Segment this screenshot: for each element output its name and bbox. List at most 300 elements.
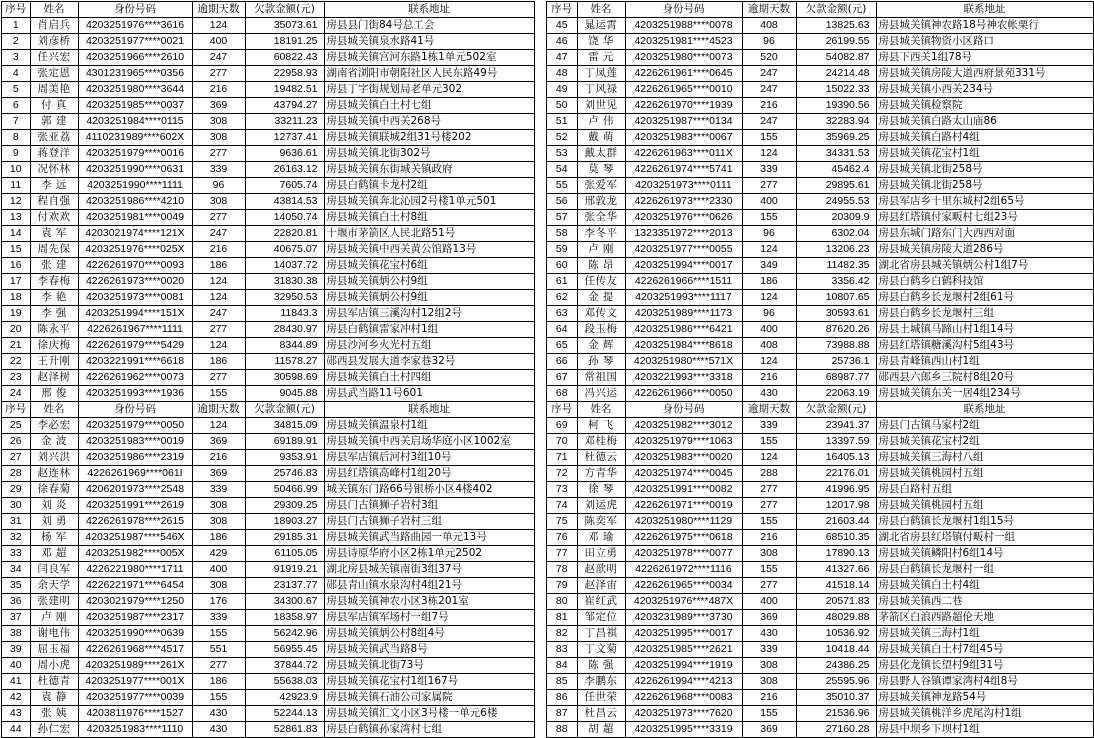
overdue-days: 176 (192, 594, 245, 610)
overdue-days: 308 (742, 658, 796, 674)
debt-amount: 68987.77 (796, 370, 876, 386)
debt-amount: 87620.26 (796, 322, 876, 338)
id-number: 4203251983****0020 (625, 450, 742, 466)
table-row (547, 722, 1093, 738)
row-index: 19 (2, 306, 30, 322)
overdue-days: 408 (742, 338, 796, 354)
table-row (2, 562, 534, 578)
table-row (2, 50, 534, 66)
row-index: 81 (547, 610, 577, 626)
debtor-name: 田立勇 (577, 546, 625, 562)
overdue-days: 339 (742, 162, 796, 178)
table-row (547, 162, 1093, 178)
debtor-name: 丁文菊 (577, 642, 625, 658)
table-row (547, 178, 1093, 194)
table-row (547, 386, 1093, 402)
table-row (547, 690, 1093, 706)
debtor-name: 袁 静 (30, 690, 78, 706)
id-number: 4203251976****025X (78, 242, 192, 258)
contact-address: 房县城关镇中西关黄公馆路13号 (324, 242, 534, 258)
overdue-days: 155 (192, 626, 245, 642)
right-debtor-table (547, 2, 1094, 738)
row-index: 42 (2, 690, 30, 706)
table-row (2, 626, 534, 642)
row-index: 39 (2, 642, 30, 658)
debt-amount: 30593.61 (796, 306, 876, 322)
contact-address: 房县白鹤乡白鹤科技馆 (876, 274, 1093, 290)
contact-address: 湖南省浏阳市朝阳社区人民东路49号 (324, 66, 534, 82)
overdue-days: 308 (192, 114, 245, 130)
overdue-days: 124 (192, 290, 245, 306)
row-index: 80 (547, 594, 577, 610)
row-index: 10 (2, 162, 30, 178)
row-index: 40 (2, 658, 30, 674)
row-index: 73 (547, 482, 577, 498)
debtor-name: 李必宏 (30, 418, 78, 434)
contact-address: 房县县门街84号总工会 (324, 18, 534, 34)
table-row (547, 306, 1093, 322)
table-row (2, 610, 534, 626)
debtor-name: 屈玉福 (30, 642, 78, 658)
debt-amount: 21603.44 (796, 514, 876, 530)
header-id-number: 身份号码 (625, 2, 742, 18)
row-index: 64 (547, 322, 577, 338)
table-row (2, 594, 534, 610)
table-row (2, 690, 534, 706)
debtor-name: 郭 建 (30, 114, 78, 130)
debtor-name: 赵歆明 (577, 562, 625, 578)
debt-amount: 9636.61 (245, 146, 324, 162)
contact-address: 房县城关镇神农小区3栋201室 (324, 594, 534, 610)
debtor-name: 金 提 (577, 290, 625, 306)
table-row (547, 258, 1093, 274)
header-amount: 欠款金额(元) (245, 2, 324, 18)
table-row (547, 562, 1093, 578)
debt-amount: 48029.88 (796, 610, 876, 626)
row-index: 51 (547, 114, 577, 130)
row-index: 62 (547, 290, 577, 306)
overdue-days: 339 (742, 418, 796, 434)
row-index: 79 (547, 578, 577, 594)
contact-address: 房县城关镇桃洋乡虎尾沟村1组 (876, 706, 1093, 722)
contact-address: 房县城关镇东关一居4组234号 (876, 386, 1093, 402)
table-row (2, 658, 534, 674)
row-index: 34 (2, 562, 30, 578)
contact-address: 房县军店乡十里东城村2组65号 (876, 194, 1093, 210)
overdue-days: 186 (192, 674, 245, 690)
id-number: 4203251979****0050 (78, 418, 192, 434)
contact-address: 房县城关镇物资小区路口 (876, 34, 1093, 50)
debtor-name: 卢 刚 (30, 610, 78, 626)
contact-address: 房县城关镇中西关268号 (324, 114, 534, 130)
overdue-days: 520 (742, 50, 796, 66)
id-number: 4203251973****7620 (625, 706, 742, 722)
table-row (547, 674, 1093, 690)
overdue-days: 155 (742, 562, 796, 578)
id-number: 4203251981****0049 (78, 210, 192, 226)
contact-address: 房县城关镇石油公司家属院 (324, 690, 534, 706)
debtor-name: 崔红武 (577, 594, 625, 610)
row-index: 59 (547, 242, 577, 258)
overdue-days: 277 (192, 146, 245, 162)
debtor-name: 孙仁宏 (30, 722, 78, 738)
id-number: 4203251980****0073 (625, 50, 742, 66)
table-row (2, 418, 534, 434)
id-number: 4226261970****1939 (625, 98, 742, 114)
id-number: 4203251986****2319 (78, 450, 192, 466)
id-number: 4203251985****0037 (78, 98, 192, 114)
table-row (547, 66, 1093, 82)
id-number: 4203251991****0082 (625, 482, 742, 498)
table-row (547, 610, 1093, 626)
row-index: 63 (547, 306, 577, 322)
right-table (546, 1, 1094, 738)
table-row (2, 210, 534, 226)
contact-address: 房县城关镇小西关234号 (876, 82, 1093, 98)
row-index: 82 (547, 626, 577, 642)
id-number: 4301231965****0356 (78, 66, 192, 82)
table-row (547, 482, 1093, 498)
overdue-days: 349 (742, 258, 796, 274)
table-row (547, 642, 1093, 658)
table-row (2, 130, 534, 146)
debt-amount: 27160.28 (796, 722, 876, 738)
table-row (2, 466, 534, 482)
row-index: 35 (2, 578, 30, 594)
overdue-days: 408 (742, 18, 796, 34)
overdue-days: 277 (742, 578, 796, 594)
debt-amount: 41518.14 (796, 578, 876, 594)
row-index: 3 (2, 50, 30, 66)
debt-amount: 8344.89 (245, 338, 324, 354)
contact-address: 房县城关镇鳞阳村6组14号 (876, 546, 1093, 562)
header-overdue-days: 逾期天数 (192, 2, 245, 18)
overdue-days: 124 (742, 290, 796, 306)
debtor-name: 周先保 (30, 242, 78, 258)
debtor-name: 刘 勇 (30, 514, 78, 530)
debt-amount: 10536.92 (796, 626, 876, 642)
overdue-days: 430 (742, 626, 796, 642)
id-number: 4203251987****2317 (78, 610, 192, 626)
row-index: 48 (547, 66, 577, 82)
debt-amount: 23941.37 (796, 418, 876, 434)
overdue-days: 155 (192, 386, 245, 402)
id-number: 4203251981****4523 (625, 34, 742, 50)
id-number: 4226261971****0019 (625, 498, 742, 514)
debtor-name: 余天学 (30, 578, 78, 594)
debtor-name: 王升刚 (30, 354, 78, 370)
contact-address: 房县武当路11号601 (324, 386, 534, 402)
debtor-name: 徐 琴 (577, 482, 625, 498)
row-index: 66 (547, 354, 577, 370)
table-row (2, 290, 534, 306)
debt-amount: 11482.35 (796, 258, 876, 274)
row-index: 5 (2, 82, 30, 98)
table-row (547, 546, 1093, 562)
row-index: 84 (547, 658, 577, 674)
repeated-header-cell: 序号 (547, 402, 577, 418)
debt-amount: 34300.67 (245, 594, 324, 610)
overdue-days: 339 (742, 642, 796, 658)
debtor-name: 柯 飞 (577, 418, 625, 434)
contact-address: 茅箭区白浪西路超伦天地 (876, 610, 1093, 626)
debt-amount: 43814.53 (245, 194, 324, 210)
table-row (2, 226, 534, 242)
row-index: 46 (547, 34, 577, 50)
row-index: 22 (2, 354, 30, 370)
repeated-header-cell: 欠款金额(元) (245, 402, 324, 418)
debtor-name: 张 姨 (30, 706, 78, 722)
contact-address: 房县城关镇汇文小区3号楼一单元6楼 (324, 706, 534, 722)
header-address: 联系地址 (324, 2, 534, 18)
row-index: 75 (547, 514, 577, 530)
table-row (547, 242, 1093, 258)
id-number: 4203251984****0115 (78, 114, 192, 130)
row-index: 27 (2, 450, 30, 466)
contact-address: 湖北房县城关镇南街3组37号 (324, 562, 534, 578)
debt-amount: 35969.25 (796, 130, 876, 146)
debtor-name: 常祖国 (577, 370, 625, 386)
overdue-days: 124 (742, 242, 796, 258)
id-number: 4226261973****0020 (78, 274, 192, 290)
debtor-name: 段玉梅 (577, 322, 625, 338)
contact-address: 郧西县发展大道李家巷32号 (324, 354, 534, 370)
repeated-header-cell: 联系地址 (324, 402, 534, 418)
table-row (2, 98, 534, 114)
overdue-days: 277 (192, 658, 245, 674)
repeated-header-cell: 联系地址 (876, 402, 1093, 418)
id-number: 4203251979****1063 (625, 434, 742, 450)
overdue-days: 124 (192, 274, 245, 290)
debt-amount: 35073.61 (245, 18, 324, 34)
debtor-name: 张亚荔 (30, 130, 78, 146)
overdue-days: 186 (192, 354, 245, 370)
contact-address: 房县门古镇狮子岩村三组 (324, 514, 534, 530)
table-row (2, 114, 534, 130)
row-index: 43 (2, 706, 30, 722)
row-index: 69 (547, 418, 577, 434)
debtor-name: 刘彦桥 (30, 34, 78, 50)
repeated-header-cell: 身份号码 (625, 402, 742, 418)
contact-address: 房县下西关1组78号 (876, 50, 1093, 66)
debtor-name: 卢 伟 (577, 114, 625, 130)
overdue-days: 186 (742, 274, 796, 290)
id-number: 4203251993****1117 (625, 290, 742, 306)
debtor-name: 杨 军 (30, 530, 78, 546)
debtor-name: 刘运虎 (577, 498, 625, 514)
contact-address: 房县城关镇白土村4组 (876, 578, 1093, 594)
debtor-name: 肖启兵 (30, 18, 78, 34)
row-index: 17 (2, 274, 30, 290)
debt-amount: 22063.19 (796, 386, 876, 402)
header-address: 联系地址 (876, 2, 1093, 18)
row-index: 67 (547, 370, 577, 386)
contact-address: 房县城关镇桃园村五组 (876, 498, 1093, 514)
id-number: 4226261979****5429 (78, 338, 192, 354)
contact-address: 湖北省房县城关镇炳公村1组7号 (876, 258, 1093, 274)
contact-address: 房县白鹤镇雷家冲村1组 (324, 322, 534, 338)
table-row (2, 722, 534, 738)
debtor-name: 陈 昂 (577, 258, 625, 274)
table-row (547, 466, 1093, 482)
id-number: 4203251986****4210 (78, 194, 192, 210)
overdue-days: 369 (742, 610, 796, 626)
row-index: 65 (547, 338, 577, 354)
table-row (547, 322, 1093, 338)
overdue-days: 155 (742, 706, 796, 722)
debtor-name: 周美艳 (30, 82, 78, 98)
debt-amount: 10418.44 (796, 642, 876, 658)
overdue-days: 277 (192, 66, 245, 82)
id-number: 4203251983****1110 (78, 722, 192, 738)
row-index: 1 (2, 18, 30, 34)
table-row (2, 34, 534, 50)
debtor-name: 杜德云 (577, 450, 625, 466)
header-name: 姓名 (577, 2, 625, 18)
header-index: 序号 (2, 2, 30, 18)
debtor-name: 戴 萌 (577, 130, 625, 146)
left-debtor-table (2, 2, 535, 738)
contact-address: 房县城关镇白土村七组 (324, 98, 534, 114)
contact-address: 房县白鹤镇卡龙村2组 (324, 178, 534, 194)
contact-address: 房县城关镇白土村四组 (324, 370, 534, 386)
debt-amount: 54082.87 (796, 50, 876, 66)
row-index: 13 (2, 210, 30, 226)
debt-amount: 19390.56 (796, 98, 876, 114)
debt-amount: 18903.27 (245, 514, 324, 530)
overdue-days: 400 (192, 562, 245, 578)
id-number: 4226261967****1111 (78, 322, 192, 338)
overdue-days: 277 (192, 370, 245, 386)
debtor-name: 赵连林 (30, 466, 78, 482)
row-index: 4 (2, 66, 30, 82)
debt-amount: 42923.9 (245, 690, 324, 706)
overdue-days: 124 (192, 418, 245, 434)
id-number: 4203251978****0077 (625, 546, 742, 562)
row-index: 60 (547, 258, 577, 274)
row-index: 9 (2, 146, 30, 162)
contact-address: 房县化龙镇长望村9组31号 (876, 658, 1093, 674)
repeated-header-cell: 姓名 (30, 402, 78, 418)
id-number: 4203251985****2621 (625, 642, 742, 658)
table-row (547, 338, 1093, 354)
table-row (547, 354, 1093, 370)
debtor-name: 徐庆梅 (30, 338, 78, 354)
table-row (2, 306, 534, 322)
row-index: 30 (2, 498, 30, 514)
id-number: 4206201973****2548 (78, 482, 192, 498)
repeated-header-cell: 欠款金额(元) (796, 402, 876, 418)
overdue-days: 186 (192, 530, 245, 546)
table-row (547, 146, 1093, 162)
row-index: 28 (2, 466, 30, 482)
debt-amount: 25746.83 (245, 466, 324, 482)
debt-amount: 16405.13 (796, 450, 876, 466)
debtor-name: 邓传文 (577, 306, 625, 322)
table-row (2, 178, 534, 194)
contact-address: 郧县青山镇水泉沟村4组21号 (324, 578, 534, 594)
table-row (2, 338, 534, 354)
table-row (2, 674, 534, 690)
contact-address: 房县中坝乡下坝村1组 (876, 722, 1093, 738)
id-number: 4226261972****1116 (625, 562, 742, 578)
contact-address: 房县城关镇花宝村2组 (876, 434, 1093, 450)
contact-address: 房县城关镇西二巷 (876, 594, 1093, 610)
debt-amount: 28430.97 (245, 322, 324, 338)
debtor-name: 金 辉 (577, 338, 625, 354)
debt-amount: 52244.13 (245, 706, 324, 722)
debt-amount: 56955.45 (245, 642, 324, 658)
repeated-header-cell: 序号 (2, 402, 30, 418)
table-row (2, 546, 534, 562)
row-index: 36 (2, 594, 30, 610)
overdue-days: 216 (742, 690, 796, 706)
debt-amount: 31830.38 (245, 274, 324, 290)
overdue-days: 339 (192, 162, 245, 178)
debt-amount: 69189.91 (245, 434, 324, 450)
overdue-days: 308 (192, 130, 245, 146)
debtor-name: 冯兴运 (577, 386, 625, 402)
debtor-name: 蒋登洋 (30, 146, 78, 162)
debtor-name: 胡 超 (577, 722, 625, 738)
debt-amount: 35010.37 (796, 690, 876, 706)
debtor-name: 邓 超 (30, 546, 78, 562)
contact-address: 房县青峰镇西山村1组 (876, 354, 1093, 370)
row-index: 20 (2, 322, 30, 338)
header-overdue-days: 逾期天数 (742, 2, 796, 18)
debt-amount: 14037.72 (245, 258, 324, 274)
row-index: 70 (547, 434, 577, 450)
repeated-header-cell: 姓名 (577, 402, 625, 418)
debt-amount: 25736.1 (796, 354, 876, 370)
id-number: 4203021974****121X (78, 226, 192, 242)
row-index: 24 (2, 386, 30, 402)
debtor-name: 刘 炎 (30, 498, 78, 514)
table-row (2, 498, 534, 514)
overdue-days: 124 (192, 338, 245, 354)
id-number: 4203251990****0631 (78, 162, 192, 178)
id-number: 4203251984****8618 (625, 338, 742, 354)
debtor-name: 丁风禄 (577, 82, 625, 98)
row-index: 87 (547, 706, 577, 722)
row-index: 29 (2, 482, 30, 498)
debt-amount: 41327.66 (796, 562, 876, 578)
debtor-name: 袁 军 (30, 226, 78, 242)
row-index: 32 (2, 530, 30, 546)
repeated-header-cell: 身份号码 (78, 402, 192, 418)
id-number: 4203251987****0134 (625, 114, 742, 130)
debtor-name: 闫良军 (30, 562, 78, 578)
debtor-name: 赵泽树 (30, 370, 78, 386)
debt-amount: 60822.43 (245, 50, 324, 66)
debt-amount: 24386.25 (796, 658, 876, 674)
id-number: 4226261969****061I (78, 466, 192, 482)
header-name: 姓名 (30, 2, 78, 18)
table-row (2, 66, 534, 82)
row-index: 49 (547, 82, 577, 98)
debt-amount: 18191.25 (245, 34, 324, 50)
row-index: 54 (547, 162, 577, 178)
overdue-days: 339 (192, 482, 245, 498)
row-index: 76 (547, 530, 577, 546)
overdue-days: 277 (742, 482, 796, 498)
id-number: 4203251973****0081 (78, 290, 192, 306)
table-row (2, 274, 534, 290)
id-number: 4203251983****0019 (78, 434, 192, 450)
contact-address: 房县土城镇马蹄山村1组14号 (876, 322, 1093, 338)
row-index: 88 (547, 722, 577, 738)
debtor-name: 方青华 (577, 466, 625, 482)
